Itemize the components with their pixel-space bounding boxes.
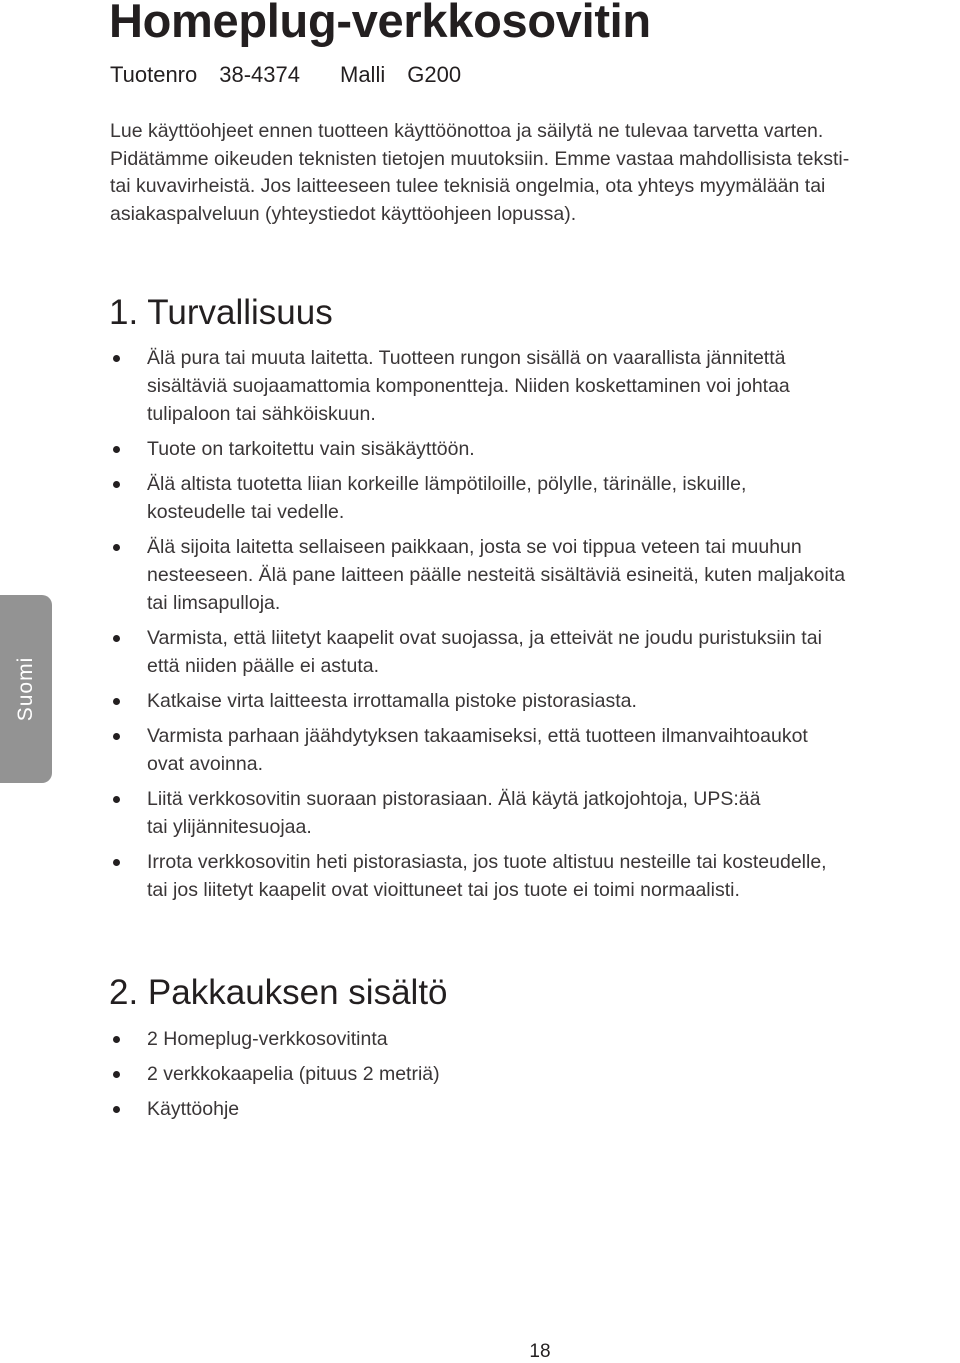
list-item-line: kosteudelle tai vedelle.	[147, 501, 345, 523]
bullet-icon	[113, 1071, 120, 1078]
bullet-icon	[113, 796, 120, 803]
intro-line: asiakaspalveluun (yhteystiedot käyttöohjeen lopussa).	[110, 202, 577, 225]
package-contents-list	[110, 1025, 440, 1123]
list-item	[110, 1060, 440, 1088]
section-heading-package-contents: 2. Pakkauksen sisältö	[109, 973, 448, 1012]
intro-line: Pidätämme oikeuden teknisten tietojen muutoksiin. Emme vastaa mahdollisista teksti-	[110, 147, 850, 170]
safety-list	[110, 344, 845, 904]
list-item-line: 2 verkkokaapelia (pituus 2 metriä)	[147, 1063, 440, 1085]
bullet-icon	[113, 733, 120, 740]
product-number: 38-4374	[219, 62, 300, 87]
list-item-line: tai ylijännitesuojaa.	[147, 816, 312, 838]
list-item-line: sisältäviä suojaamattomia komponentteja. Niiden koskettaminen voi johtaa	[147, 375, 790, 397]
product-meta	[110, 62, 461, 88]
list-item	[110, 687, 845, 715]
bullet-icon	[113, 635, 120, 642]
list-item	[110, 533, 845, 617]
model-label: Malli	[340, 62, 386, 87]
list-item-line: Tuote on tarkoitettu vain sisäkäyttöön.	[147, 438, 475, 460]
bullet-icon	[113, 1106, 120, 1113]
list-item-line: Älä sijoita laitetta sellaiseen paikkaan, josta se voi tippua veteen tai muuhun	[147, 536, 802, 558]
bullet-icon	[113, 544, 120, 551]
language-tab	[0, 595, 52, 783]
bullet-icon	[113, 1036, 120, 1043]
list-item-line: Varmista, että liitetyt kaapelit ovat suojassa, ja etteivät ne joudu puristuksiin tai	[147, 627, 822, 649]
list-item	[110, 1025, 440, 1053]
list-item	[110, 848, 845, 904]
list-item-line: ovat avoinna.	[147, 753, 264, 775]
language-tab-label: Suomi	[14, 656, 37, 722]
list-item-line: tai limsapulloja.	[147, 592, 281, 614]
list-item-line: Käyttöohje	[147, 1098, 240, 1120]
bullet-icon	[113, 481, 120, 488]
list-item-line: Katkaise virta laitteesta irrottamalla pistoke pistorasiasta.	[147, 690, 637, 712]
list-item-line: Liitä verkkosovitin suoraan pistorasiaan. Älä käytä jatkojohtoja, UPS:ää	[147, 788, 761, 810]
list-item	[110, 1095, 440, 1123]
list-item-line: Irrota verkkosovitin heti pistorasiasta, jos tuote altistuu nesteille tai kosteudelle,	[147, 851, 827, 873]
list-item	[110, 470, 845, 526]
list-item-line: nesteeseen. Älä pane laitteen päälle nesteitä sisältäviä esineitä, kuten maljakoita	[147, 564, 846, 586]
intro-paragraph	[110, 118, 940, 228]
list-item-line: tai jos liitetyt kaapelit ovat vioittuneet tai jos tuote ei toimi normaalisti.	[147, 879, 740, 901]
product-number-label: Tuotenro	[110, 62, 198, 87]
list-item	[110, 785, 845, 841]
list-item	[110, 624, 845, 680]
list-item-line: tulipaloon tai sähköiskuun.	[147, 403, 376, 425]
list-item-line: että niiden päälle ei astuta.	[147, 655, 380, 677]
list-item-line: Älä altista tuotetta liian korkeille lämpötiloille, pölylle, tärinälle, iskuille,	[147, 473, 747, 495]
intro-line: tai kuvavirheistä. Jos laitteeseen tulee teknisiä ongelmia, ota yhteys myymälään tai	[110, 175, 826, 197]
section-heading-safety: 1. Turvallisuus	[109, 293, 333, 332]
bullet-icon	[113, 698, 120, 705]
list-item-line: 2 Homeplug-verkkosovitinta	[147, 1028, 388, 1050]
bullet-icon	[113, 859, 120, 866]
bullet-icon	[113, 446, 120, 453]
model-number: G200	[407, 62, 462, 87]
intro-line: Lue käyttöohjeet ennen tuotteen käyttöönottoa ja säilytä ne tulevaa tarvetta varten.	[110, 120, 824, 142]
list-item	[110, 344, 845, 428]
bullet-icon	[113, 355, 120, 362]
list-item	[110, 435, 845, 463]
list-item-line: Älä pura tai muuta laitetta. Tuotteen rungon sisällä on vaarallista jännitettä	[147, 347, 786, 369]
page-number: 18	[529, 1341, 551, 1362]
list-item	[110, 722, 845, 778]
page-title: Homeplug-verkkosovitin	[109, 0, 651, 47]
list-item-line: Varmista parhaan jäähdytyksen takaamiseksi, että tuotteen ilmanvaihtoaukot	[147, 725, 808, 747]
